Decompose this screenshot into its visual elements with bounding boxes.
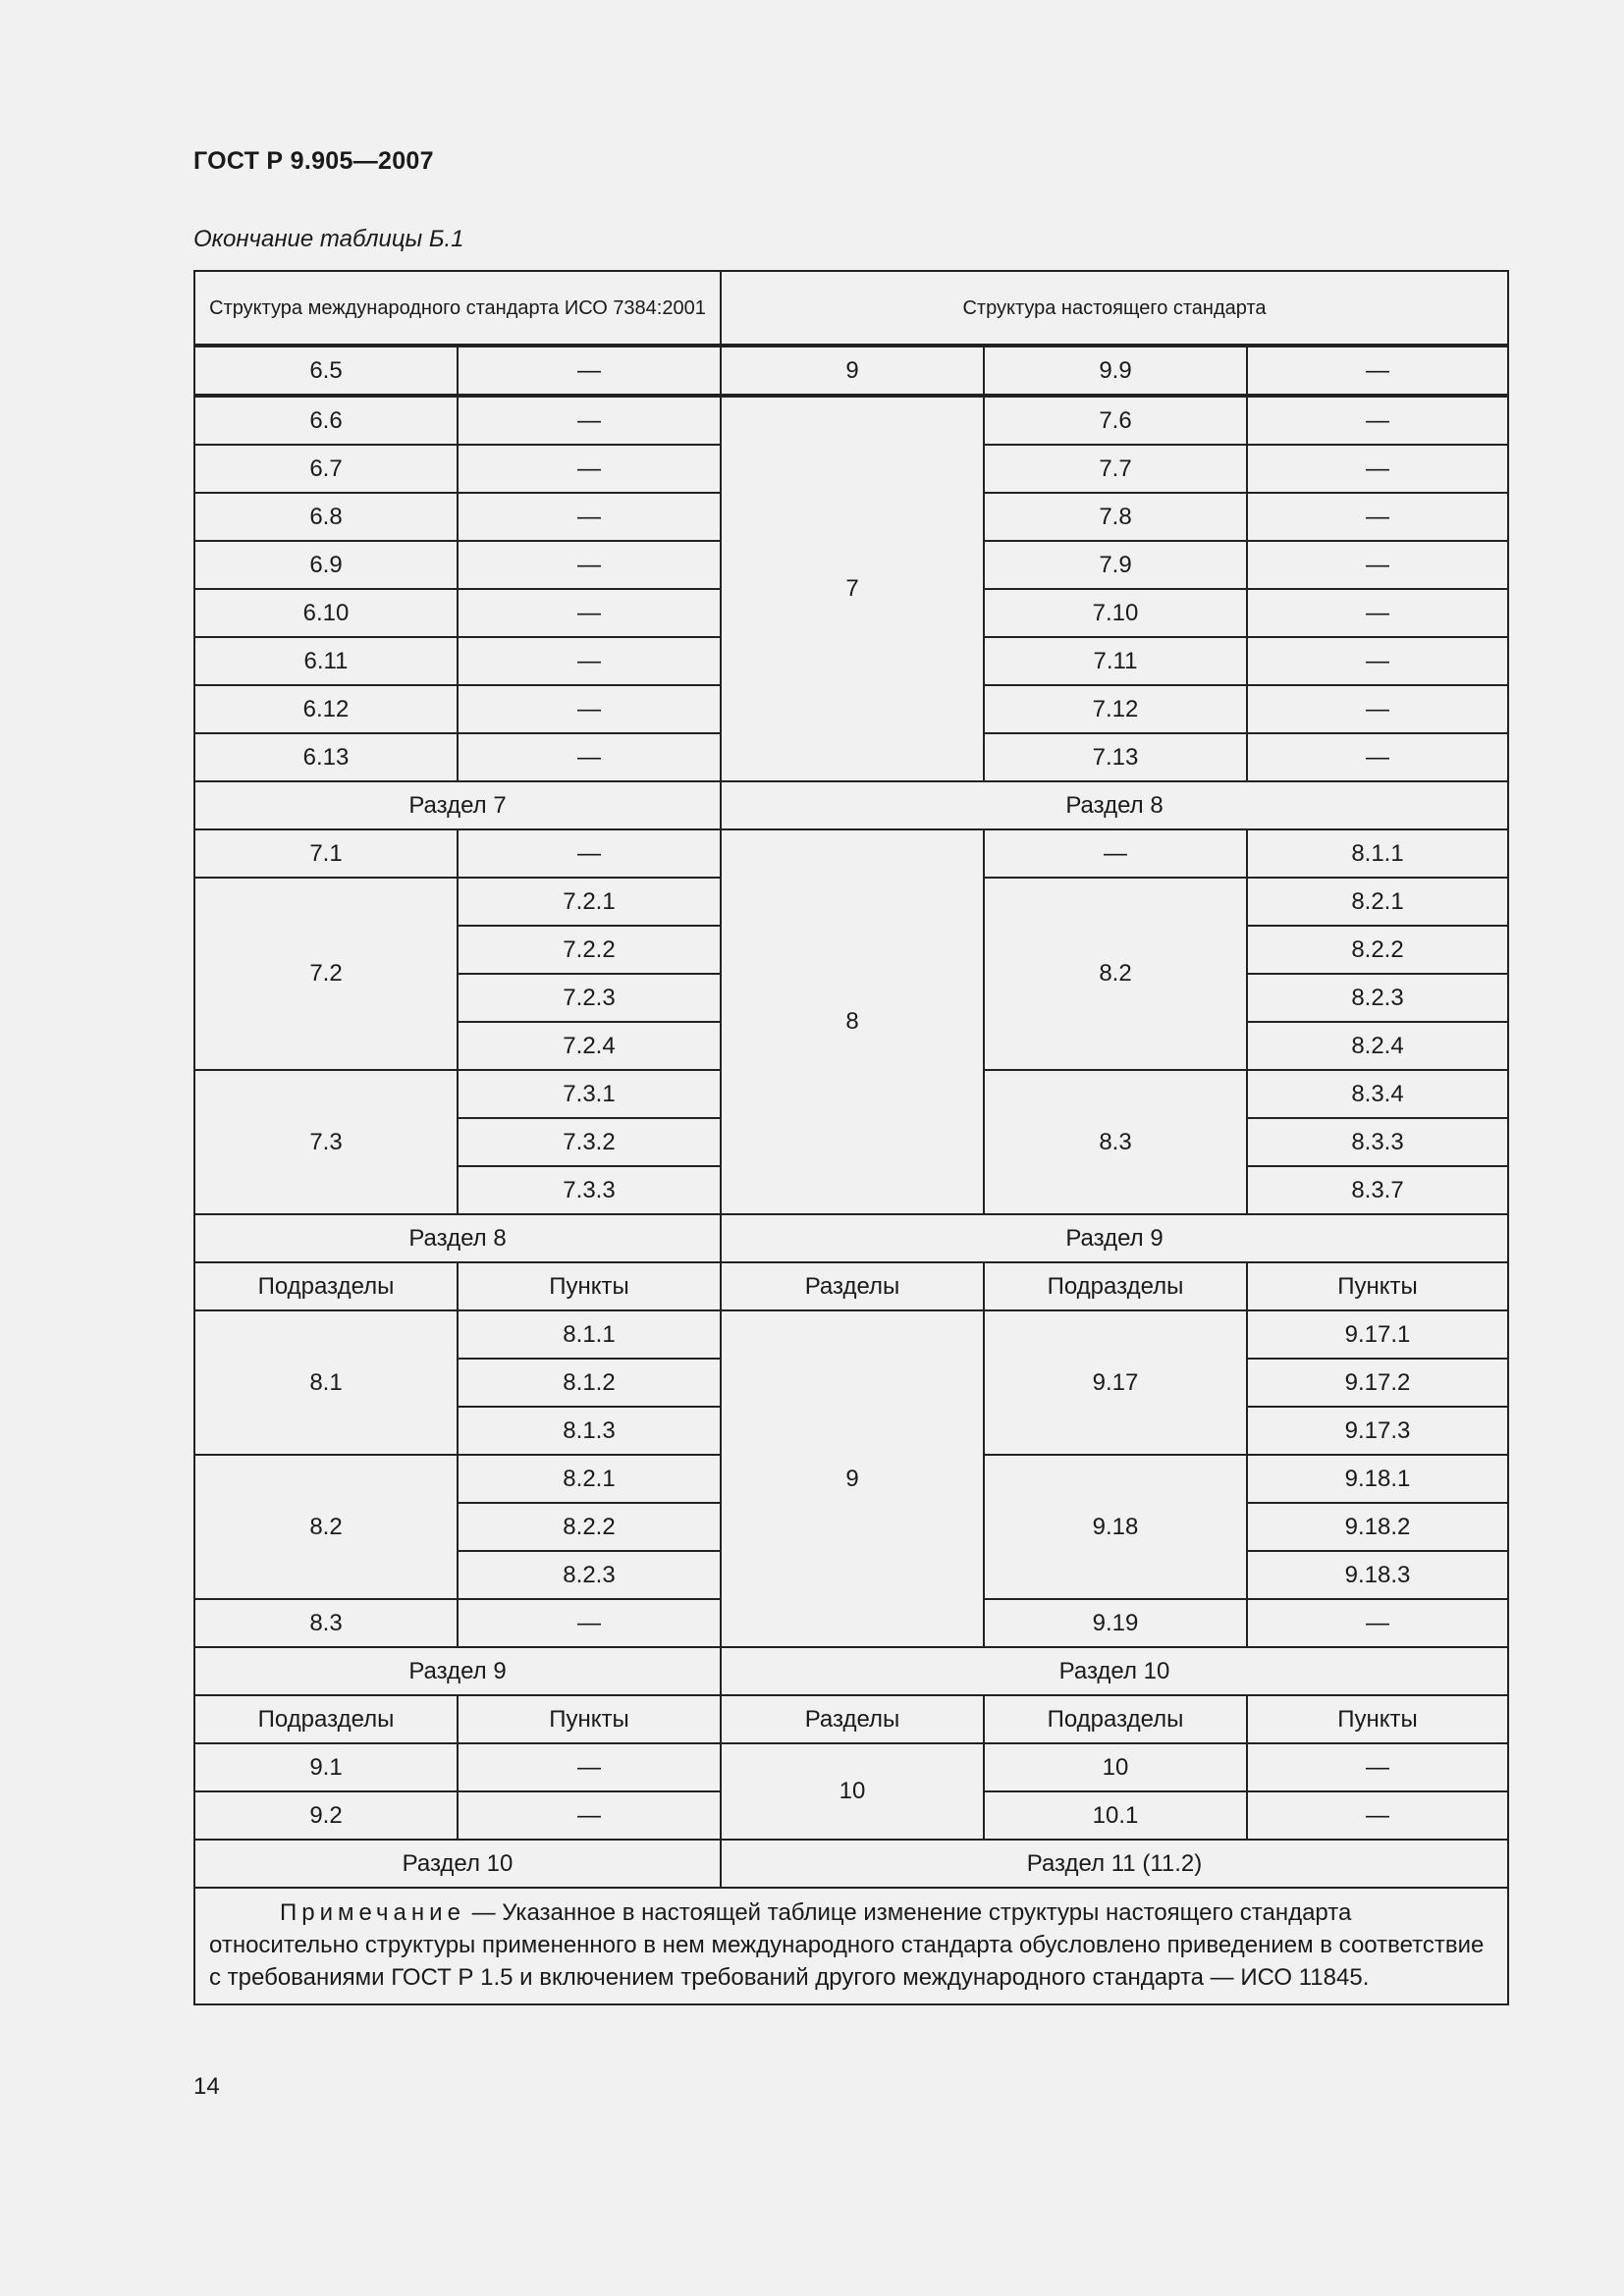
section-row <box>194 781 1508 829</box>
column-header: Пункты <box>1247 1262 1508 1310</box>
merged-section-cell: 7 <box>721 397 984 781</box>
cell: — <box>1247 685 1508 733</box>
cell: 7.2.2 <box>458 926 721 974</box>
column-header: Подразделы <box>984 1695 1247 1743</box>
cell: — <box>458 541 721 589</box>
header-international-standard: Структура международного стандарта ИСО 7384:2001 <box>194 271 721 345</box>
cell: 7.3.1 <box>458 1070 721 1118</box>
cell: 7.7 <box>984 445 1247 493</box>
cell: — <box>458 589 721 637</box>
cell: — <box>1247 493 1508 541</box>
cell: 7.13 <box>984 733 1247 781</box>
column-header: Подразделы <box>194 1695 458 1743</box>
cell: 9.9 <box>984 347 1247 395</box>
column-header: Подразделы <box>984 1262 1247 1310</box>
section-label-left: Раздел 10 <box>194 1840 721 1888</box>
cell: — <box>458 829 721 878</box>
cell: 7.9 <box>984 541 1247 589</box>
cell: 7.11 <box>984 637 1247 685</box>
section-row <box>194 1840 1508 1888</box>
merged-section-cell: 9 <box>721 1310 984 1647</box>
cell: 6.9 <box>194 541 458 589</box>
cell: 7.10 <box>984 589 1247 637</box>
cell: — <box>1247 1743 1508 1791</box>
merged-subsection-cell: 8.1 <box>194 1310 458 1455</box>
cell: 8.3.7 <box>1247 1166 1508 1214</box>
table-row <box>194 829 1508 878</box>
cell: 7.3.2 <box>458 1118 721 1166</box>
cell: 9 <box>721 347 984 395</box>
cell: — <box>984 829 1247 878</box>
cell: — <box>1247 1599 1508 1647</box>
cell: 6.12 <box>194 685 458 733</box>
cell: 6.10 <box>194 589 458 637</box>
cell: 9.18.3 <box>1247 1551 1508 1599</box>
cell: — <box>458 1791 721 1840</box>
cell: 6.11 <box>194 637 458 685</box>
cell: 6.6 <box>194 397 458 445</box>
merged-subsection-cell: 8.2 <box>984 878 1247 1070</box>
cell: — <box>458 493 721 541</box>
cell: — <box>458 347 721 395</box>
cell: — <box>1247 541 1508 589</box>
cell: 9.18.1 <box>1247 1455 1508 1503</box>
cell: — <box>1247 589 1508 637</box>
document-code: ГОСТ Р 9.905—2007 <box>193 147 434 175</box>
table-caption: Окончание таблицы Б.1 <box>193 226 464 252</box>
note-label: Примечание <box>280 1899 465 1926</box>
merged-section-cell: 8 <box>721 829 984 1214</box>
table-note <box>194 1888 1508 2004</box>
cell: 9.19 <box>984 1599 1247 1647</box>
cell: 7.8 <box>984 493 1247 541</box>
column-header: Пункты <box>1247 1695 1508 1743</box>
cell: 8.1.3 <box>458 1407 721 1455</box>
cell: 7.1 <box>194 829 458 878</box>
column-header: Подразделы <box>194 1262 458 1310</box>
section-row <box>194 1647 1508 1695</box>
cell: 8.3.4 <box>1247 1070 1508 1118</box>
cell: 8.1.1 <box>1247 829 1508 878</box>
cell: 7.2.3 <box>458 974 721 1022</box>
cell: — <box>1247 445 1508 493</box>
cell: 8.2.2 <box>1247 926 1508 974</box>
cell: — <box>458 733 721 781</box>
cell: 9.1 <box>194 1743 458 1791</box>
column-header: Разделы <box>721 1262 984 1310</box>
section-label-right: Раздел 11 (11.2) <box>721 1840 1508 1888</box>
section-label-left: Раздел 9 <box>194 1647 721 1695</box>
section-row <box>194 1214 1508 1262</box>
header-current-standard: Структура настоящего стандарта <box>721 271 1508 345</box>
cell: — <box>1247 733 1508 781</box>
cell: 8.1.1 <box>458 1310 721 1359</box>
section-label-right: Раздел 9 <box>721 1214 1508 1262</box>
cell: 7.12 <box>984 685 1247 733</box>
section-label-left: Раздел 8 <box>194 1214 721 1262</box>
cell: 9.18.2 <box>1247 1503 1508 1551</box>
column-header-row <box>194 1695 1508 1743</box>
section-label-right: Раздел 8 <box>721 781 1508 829</box>
cell: 8.2.1 <box>458 1455 721 1503</box>
cell: — <box>1247 397 1508 445</box>
page-number: 14 <box>193 2073 220 2100</box>
structure-comparison-table <box>193 270 1509 2005</box>
cell: 6.5 <box>194 347 458 395</box>
table-header-row <box>194 271 1508 345</box>
note-text: — Указанное в настоящей таблице изменение структуры настоящего стандарта относительно структуры примененного в нем международного стандарта обусловлено приведением в соответствие с требованиями ГОСТ Р 1.5 и включением требований другого международного стандарта — ИСО 11845. <box>209 1899 1485 1991</box>
column-header-row <box>194 1262 1508 1310</box>
table-row <box>194 347 1508 395</box>
column-header: Пункты <box>458 1695 721 1743</box>
cell: 6.8 <box>194 493 458 541</box>
column-header: Разделы <box>721 1695 984 1743</box>
cell: 10 <box>984 1743 1247 1791</box>
cell: 8.3.3 <box>1247 1118 1508 1166</box>
cell: 9.2 <box>194 1791 458 1840</box>
cell: 9.17.2 <box>1247 1359 1508 1407</box>
merged-subsection-cell: 7.2 <box>194 878 458 1070</box>
merged-subsection-cell: 8.3 <box>984 1070 1247 1214</box>
cell: — <box>458 397 721 445</box>
cell: 6.13 <box>194 733 458 781</box>
cell: 10.1 <box>984 1791 1247 1840</box>
section-label-left: Раздел 7 <box>194 781 721 829</box>
cell: — <box>458 685 721 733</box>
merged-subsection-cell: 9.17 <box>984 1310 1247 1455</box>
cell: 7.2.1 <box>458 878 721 926</box>
merged-subsection-cell: 8.2 <box>194 1455 458 1599</box>
cell: 8.1.2 <box>458 1359 721 1407</box>
cell: 9.17.1 <box>1247 1310 1508 1359</box>
cell: — <box>458 1599 721 1647</box>
cell: 7.6 <box>984 397 1247 445</box>
merged-subsection-cell: 7.3 <box>194 1070 458 1214</box>
cell: — <box>458 637 721 685</box>
cell: — <box>1247 1791 1508 1840</box>
section-label-right: Раздел 10 <box>721 1647 1508 1695</box>
cell: 7.3.3 <box>458 1166 721 1214</box>
cell: — <box>458 1743 721 1791</box>
cell: 8.2.3 <box>458 1551 721 1599</box>
cell: — <box>1247 637 1508 685</box>
cell: 8.2.2 <box>458 1503 721 1551</box>
merged-subsection-cell: 9.18 <box>984 1455 1247 1599</box>
cell: 9.17.3 <box>1247 1407 1508 1455</box>
cell: 6.7 <box>194 445 458 493</box>
cell: — <box>1247 347 1508 395</box>
note-row <box>194 1888 1508 2004</box>
column-header: Пункты <box>458 1262 721 1310</box>
cell: 8.2.3 <box>1247 974 1508 1022</box>
merged-section-cell: 10 <box>721 1743 984 1840</box>
cell: 7.2.4 <box>458 1022 721 1070</box>
table-row <box>194 1310 1508 1359</box>
cell: 8.2.4 <box>1247 1022 1508 1070</box>
cell: — <box>458 445 721 493</box>
cell: 8.2.1 <box>1247 878 1508 926</box>
table-row <box>194 1743 1508 1791</box>
cell: 8.3 <box>194 1599 458 1647</box>
table-row <box>194 397 1508 445</box>
